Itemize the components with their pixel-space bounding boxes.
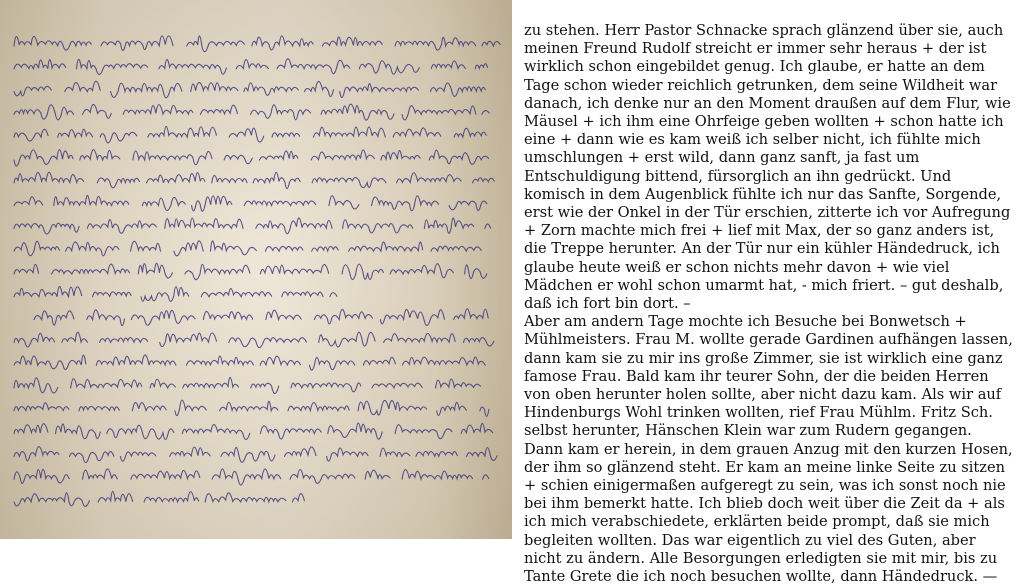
- handwriting-line: [14, 332, 494, 348]
- handwriting-line: [14, 218, 491, 234]
- transcription-paragraph-2: Aber am andern Tage mochte ich Besuche bei Bonwetsch + Mühlmeisters. Frau M. wollte gerade Gardinen aufhängen lassen, dann kam sie zu mir ins große Zimmer, sie ist wirklich eine ganz famose Frau. Bald kam ihr teurer Sohn, der die beiden Herren von oben herunter holen sollte, aber nicht dazu kam. Als wir auf Hindenburgs Wohl trinken wollten, rief Frau Mühlm. Fritz Sch. selbst herunter, Hänschen Klein war zum Rudern gegangen. Dann kam er herein, in dem grauen Anzug mit den kurzen Hosen, der ihm so glänzend steht. Er kam an meine linke Seite zu sitzen + schien einigermaßen aufgeregt zu sein, was ich sonst noch nie bei ihm bemerkt hatte. Ich blieb doch weit über die Zeit da + als ich mich verabschiedete, erklärten beide prompt, daß sie mich begleiten wollten. Das war eigentlich zu viel des Guten, aber nicht zu ändern. Alle Besorgungen erledigten sie mit mir, bis zu Tante Grete die ich noch besuchen wollte, dann Händedruck. —: [524, 313, 1013, 586]
- transcription-paragraph-1: zu stehen. Herr Pastor Schnacke sprach glänzend über sie, auch meinen Freund Rudolf streicht er immer sehr heraus + der ist wirklich schon eingebildet genug. Ich glaube, er hatte an dem Tage schon wieder reichlich getrunken, dem seine Wildheit war danach, ich denke nur an den Moment draußen auf dem Flur, wie Mäusel + ich ihm eine Ohrfeige geben wollten + schon hatte ich eine + dann wie es kam weiß ich selber nicht, ich fühlte mich umschlungen + erst wild, dann ganz sanft, ja fast um Entschuldigung bittend, fürsorglich an ihn gedrückt. Und komisch in dem Augenblick fühlte ich nur das Sanfte, Sorgende, erst wie der Onkel in der Tür erschien, zitterte ich vor Aufregung + Zorn machte mich frei + lief mit Max, der so ganz anders ist, die Treppe herunter. An der Tür nur ein kühler Händedruck, ich glaube heute weiß er schon nichts mehr davon + wie viel Mädchen er wohl schon umarmt hat, - mich friert. – gut deshalb, daß ich fort bin dort. –: [524, 22, 1011, 313]
- handwriting-line: [14, 491, 304, 506]
- handwriting-line: [14, 59, 488, 75]
- handwriting-line: [14, 36, 500, 52]
- handwriting-line: [14, 400, 489, 416]
- handwriting-line: [34, 309, 488, 326]
- handwriting-line: [14, 81, 485, 98]
- handwriting-line: [14, 241, 481, 256]
- handwriting-line: [14, 355, 485, 370]
- handwriting-line: [14, 263, 487, 279]
- handwriting-line: [14, 469, 489, 485]
- transcription-text: [512, 0, 1024, 586]
- handwriting-line: [14, 287, 337, 302]
- handwriting-image: [0, 0, 512, 539]
- handwriting-line: [14, 126, 486, 142]
- handwriting-line: [14, 377, 481, 393]
- handwriting-line: [14, 447, 497, 463]
- handwriting-line: [14, 195, 487, 211]
- handwriting-line: [14, 150, 489, 166]
- handwriting-line: [14, 172, 494, 188]
- handwriting-line: [14, 423, 493, 439]
- handwriting-line: [14, 104, 489, 120]
- handwritten-letter-scan: [0, 0, 512, 539]
